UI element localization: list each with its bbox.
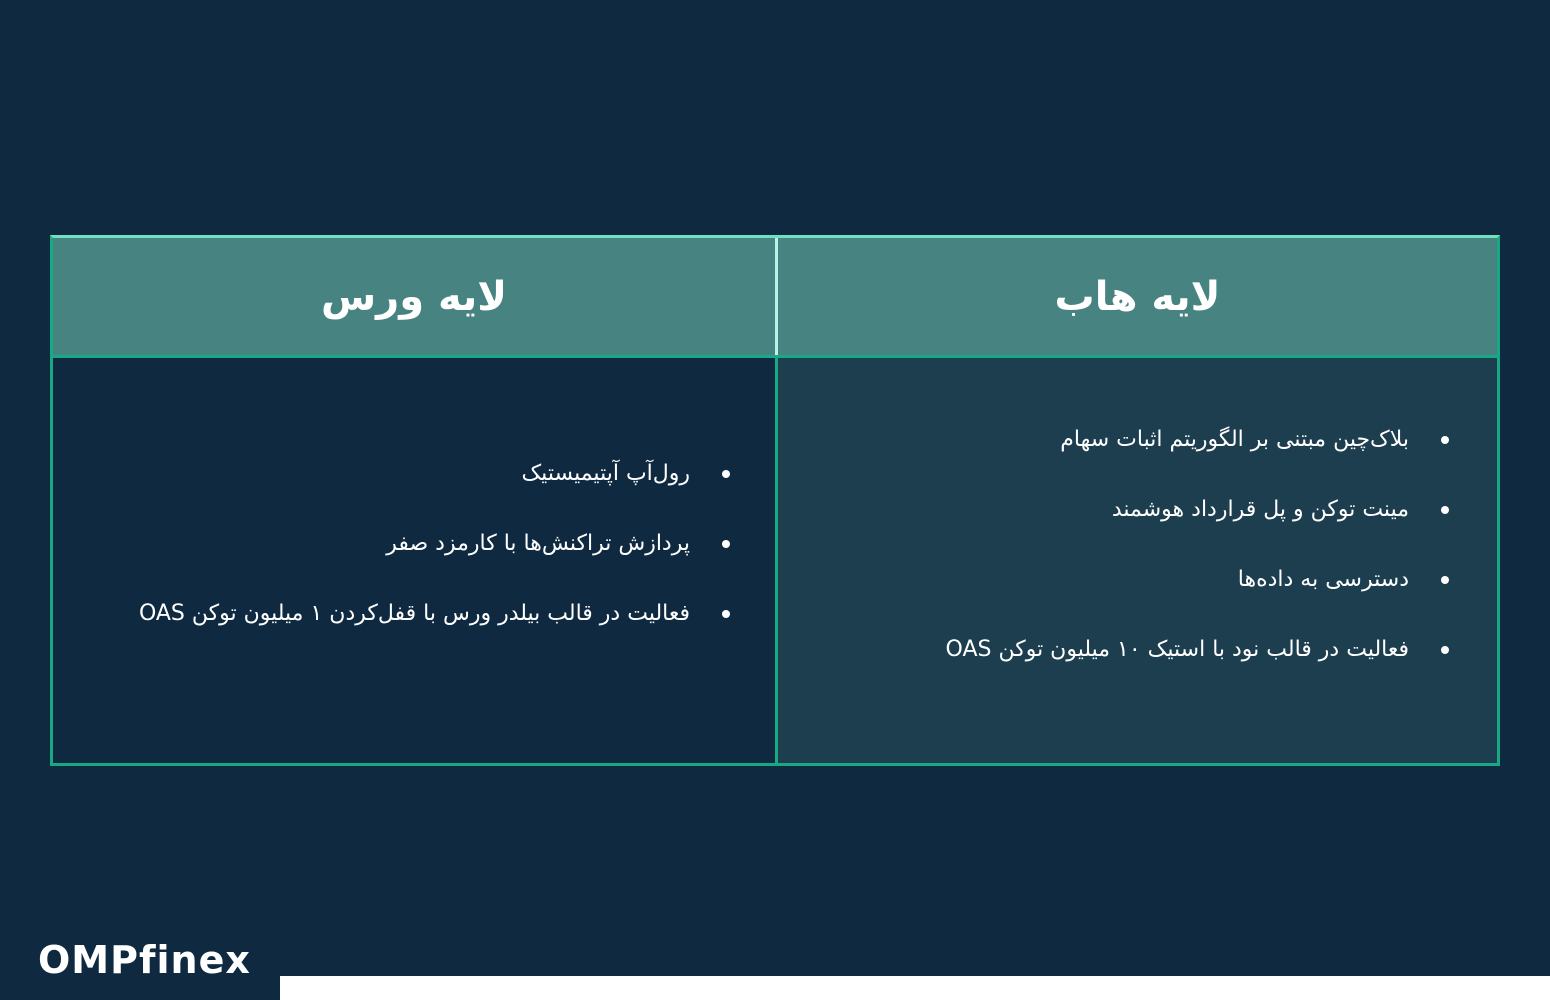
bullet-icon (1441, 506, 1449, 514)
list-item: رول‌آپ آپتیمیستیک (139, 454, 730, 524)
verse-layer-column (53, 238, 775, 763)
header-bottom-border (53, 355, 1497, 358)
logo-part-finex: finex (138, 938, 251, 982)
verse-layer-title: لایه ورس (320, 273, 508, 320)
verse-layer-body (53, 358, 775, 763)
hub-layer-header (775, 238, 1497, 355)
verse-layer-header (53, 238, 775, 355)
bullet-icon (1441, 646, 1449, 654)
footer-bar (280, 976, 1550, 1000)
hub-layer-column (775, 238, 1497, 763)
list-item: پردازش تراکنش‌ها با کارمزد صفر (139, 524, 730, 594)
omp-finex-logo (38, 938, 251, 982)
hub-feature-list (946, 420, 1449, 700)
logo-part-omp: OMP (38, 938, 139, 982)
bullet-icon (1441, 576, 1449, 584)
hub-layer-body (775, 358, 1497, 763)
verse-feature-list (139, 454, 730, 664)
bullet-icon (722, 610, 730, 618)
hub-layer-title: لایه هاب (1054, 273, 1221, 320)
list-item: دسترسی به داده‌ها (946, 560, 1449, 630)
list-item: فعالیت در قالب بیلدر ورس با قفل‌کردن ۱ میلیون توکن OAS (139, 594, 730, 664)
list-item: بلاک‌چین مبتنی بر الگوریتم اثبات سهام (946, 420, 1449, 490)
column-divider (775, 355, 778, 763)
bullet-icon (1441, 436, 1449, 444)
header-divider (775, 238, 778, 355)
bullet-icon (722, 470, 730, 478)
bullet-icon (722, 540, 730, 548)
list-item: فعالیت در قالب نود با استیک ۱۰ میلیون توکن OAS (946, 630, 1449, 700)
comparison-table (50, 235, 1500, 766)
list-item: مینت توکن و پل قرارداد هوشمند (946, 490, 1449, 560)
